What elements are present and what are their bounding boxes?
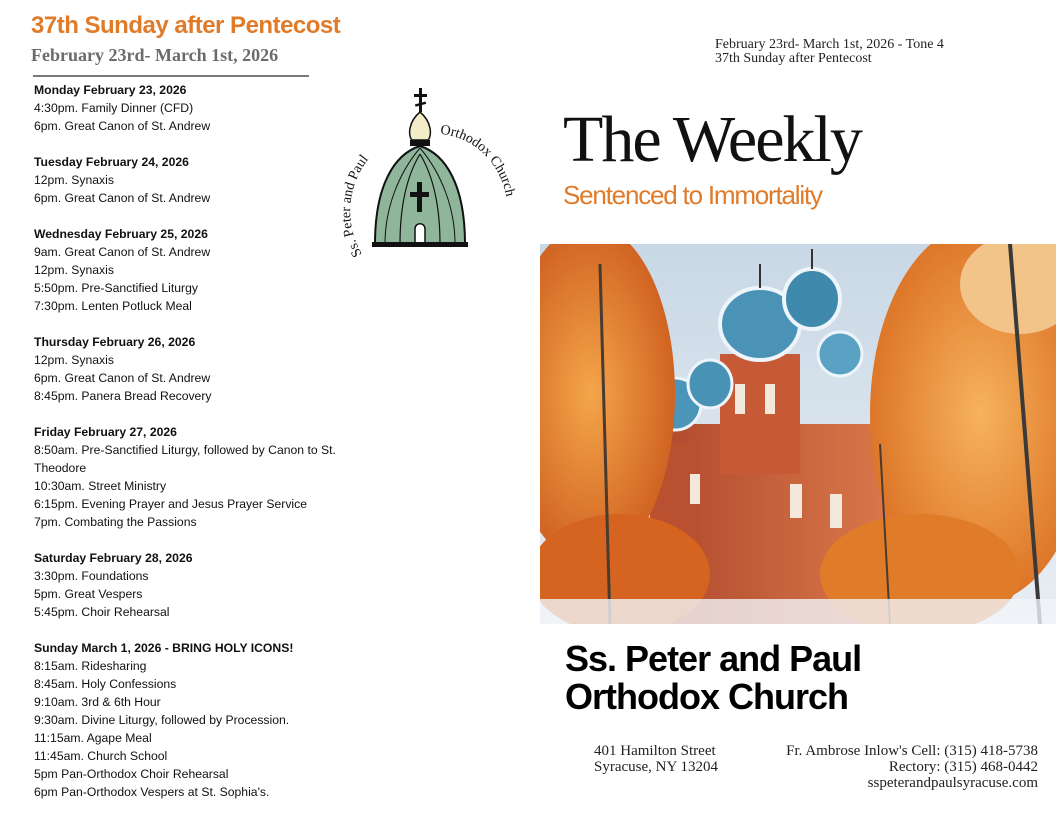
schedule-day: [34, 639, 374, 801]
schedule-day: [34, 81, 374, 135]
schedule-day: [34, 333, 374, 405]
schedule-day-heading: Tuesday February 24, 2026: [34, 155, 189, 169]
schedule-event: 11:45am. Church School: [34, 749, 168, 763]
website-link[interactable]: sspeterandpaulsyracuse.com: [867, 775, 1038, 791]
schedule-event: 12pm. Synaxis: [34, 173, 114, 187]
schedule-event: 5:50pm. Pre-Sanctified Liturgy: [34, 281, 198, 295]
church-painting: [540, 244, 1056, 624]
schedule-day-heading: Sunday March 1, 2026 - BRING HOLY ICONS!: [34, 641, 294, 655]
priest-cell: Fr. Ambrose Inlow's Cell: (315) 418-5738: [786, 743, 1038, 759]
weekly-schedule: [34, 81, 374, 819]
newsletter-subtitle: Sentenced to Immortality: [563, 180, 822, 210]
schedule-event: 6pm. Great Canon of St. Andrew: [34, 191, 211, 205]
schedule-event: 4:30pm. Family Dinner (CFD): [34, 101, 194, 115]
address-street: 401 Hamilton Street: [594, 743, 716, 759]
schedule-event: 8:15am. Ridesharing: [34, 659, 147, 673]
schedule-event: 12pm. Synaxis: [34, 353, 114, 367]
church-logo: [330, 84, 520, 264]
schedule-day-heading: Saturday February 28, 2026: [34, 551, 193, 565]
logo-text-right: Orthodox Church: [439, 122, 518, 198]
schedule-event: 10:30am. Street Ministry: [34, 479, 167, 493]
schedule-day-heading: Monday February 23, 2026: [34, 83, 187, 97]
contact-info: [786, 743, 1038, 791]
address-city: Syracuse, NY 13204: [594, 759, 719, 775]
logo-text-left: Ss. Peter and Paul: [339, 152, 372, 260]
church-name-line2: Orthodox Church: [565, 676, 848, 717]
church-name-line1: Ss. Peter and Paul: [565, 638, 862, 679]
schedule-day: [34, 423, 374, 531]
bulletin-date-range: February 23rd- March 1st, 2026: [31, 45, 279, 65]
schedule-day-heading: Thursday February 26, 2026: [34, 335, 196, 349]
schedule-day: [34, 549, 374, 621]
schedule-event: 11:15am. Agape Meal: [34, 731, 152, 745]
schedule-event: 9:30am. Divine Liturgy, followed by Procession.: [34, 713, 290, 727]
cross-icon: [414, 88, 427, 112]
schedule-event: 7pm. Combating the Passions: [34, 515, 197, 529]
rectory-phone: Rectory: (315) 468-0442: [888, 759, 1038, 775]
schedule-day: [34, 225, 374, 315]
schedule-day-heading: Wednesday February 25, 2026: [34, 227, 208, 241]
bulletin-title: 37th Sunday after Pentecost: [31, 12, 341, 39]
schedule-event: 12pm. Synaxis: [34, 263, 114, 277]
svg-text:Ss. Peter and Paul: [339, 152, 372, 259]
schedule-event: 8:45pm. Panera Bread Recovery: [34, 389, 212, 403]
schedule-event: 6pm. Great Canon of St. Andrew: [34, 119, 211, 133]
schedule-event: 6pm Pan-Orthodox Vespers at St. Sophia's.: [34, 785, 270, 799]
schedule-event: 5:45pm. Choir Rehearsal: [34, 605, 170, 619]
schedule-day-heading: Friday February 27, 2026: [34, 425, 177, 439]
schedule-event: 7:30pm. Lenten Potluck Meal: [34, 299, 192, 313]
schedule-event: 9am. Great Canon of St. Andrew: [34, 245, 211, 259]
schedule-day: [34, 153, 374, 207]
issue-date-tone: February 23rd- March 1st, 2026 - Tone 4: [715, 37, 944, 52]
church-name: [565, 640, 861, 716]
schedule-event: 3:30pm. Foundations: [34, 569, 149, 583]
schedule-event: 8:50am. Pre-Sanctified Liturgy, followed by Canon to St. Theodore: [34, 443, 336, 475]
issue-sunday: 37th Sunday after Pentecost: [715, 51, 872, 66]
schedule-event: 6:15pm. Evening Prayer and Jesus Prayer Service: [34, 497, 307, 511]
newsletter-title: The Weekly: [563, 103, 861, 176]
schedule-event: 5pm Pan-Orthodox Choir Rehearsal: [34, 767, 229, 781]
schedule-event: 5pm. Great Vespers: [34, 587, 143, 601]
schedule-event: 8:45am. Holy Confessions: [34, 677, 177, 691]
church-address: [594, 743, 718, 775]
issue-header: [715, 38, 944, 66]
schedule-event: 9:10am. 3rd & 6th Hour: [34, 695, 161, 709]
title-divider: [33, 75, 309, 77]
schedule-event: 6pm. Great Canon of St. Andrew: [34, 371, 211, 385]
